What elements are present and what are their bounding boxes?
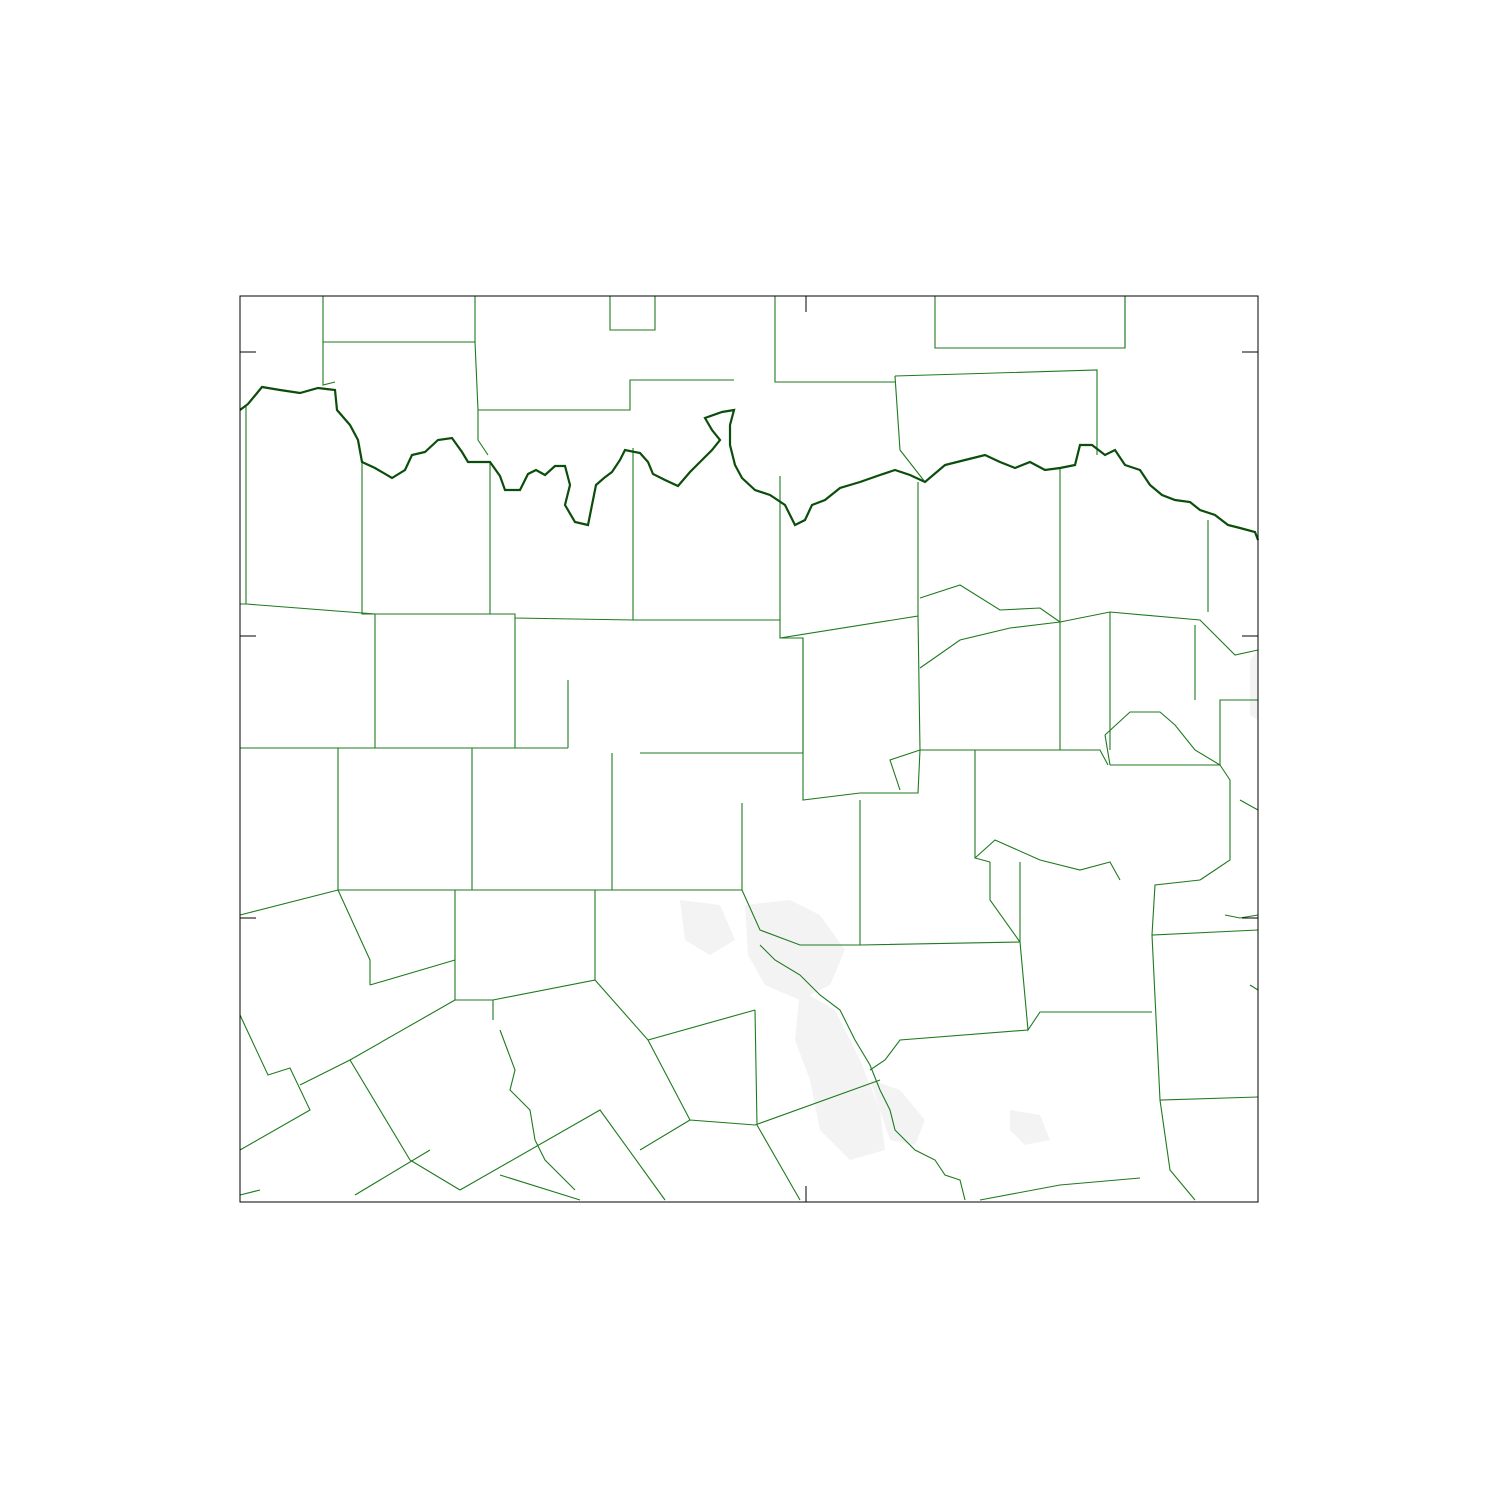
state-border: [240, 387, 1258, 540]
condensate-shading: [680, 650, 1258, 1160]
county-boundaries: [240, 296, 1258, 1200]
plot-frame: [240, 296, 1258, 1202]
